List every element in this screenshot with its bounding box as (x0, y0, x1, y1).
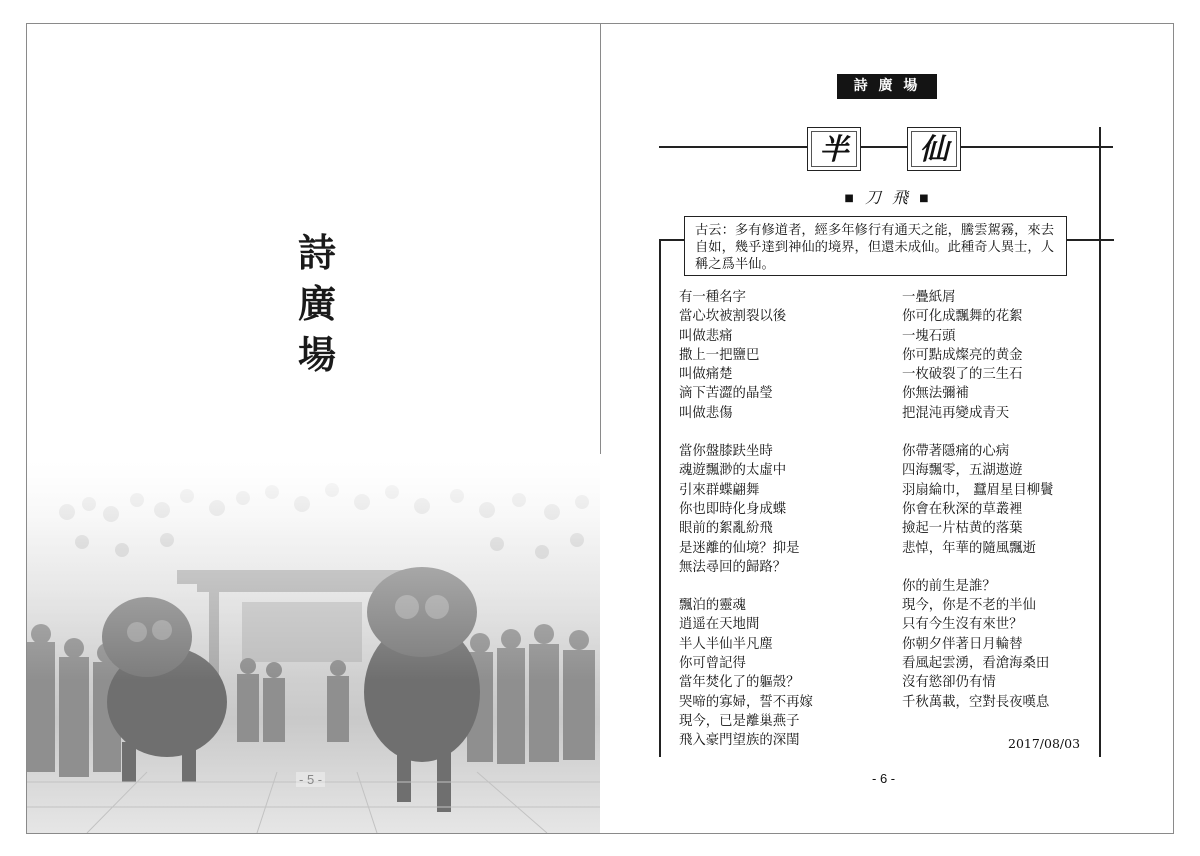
poem-line: 四海飄零，五湖遨遊 (902, 463, 1023, 479)
poem-line: 悲悼，年華的隨風飄逝 (902, 540, 1036, 556)
poem-line: 一塊石頭 (902, 328, 956, 344)
left-page-title (293, 228, 341, 381)
poem-line: 撒上一把鹽巴 (679, 347, 760, 363)
poem-line: 你朝夕伴著日月輪替 (902, 636, 1023, 652)
poem-line: 當你盤膝趺坐時 (679, 444, 773, 460)
left-page-number: - 5 - (296, 772, 325, 787)
poem-line: 你也即時化身成蝶 (679, 501, 787, 517)
poem-line: 把混沌再變成青天 (902, 405, 1010, 421)
frame-right-vertical (1099, 127, 1101, 757)
poem-stanza (902, 442, 1054, 558)
title-char: 半 (819, 132, 849, 166)
poem-line: 有一種名字 (679, 290, 746, 305)
author-byline (838, 185, 938, 208)
poem-line: 看風起雲湧，看滄海桑田 (902, 656, 1050, 672)
poem-stanza (902, 288, 1054, 423)
poem-line: 當心坎被割裂以後 (679, 309, 787, 325)
poem-line: 叫做痛楚 (679, 367, 733, 383)
poem-line: 你會在秋深的草叢裡 (902, 501, 1023, 517)
left-title-char: 場 (297, 333, 336, 377)
poem-line: 眼前的絮亂紛飛 (679, 521, 773, 537)
poem-line: 叫做悲傷 (679, 405, 733, 421)
intro-box (684, 216, 1067, 276)
square-bullet-icon: ■ (919, 193, 932, 204)
poem-line: 叫做悲痛 (679, 328, 733, 344)
poem-date: 2017/08/03 (1008, 736, 1081, 751)
right-page-number: - 6 - (872, 771, 896, 786)
poem-line: 你可點成燦亮的黄金 (902, 347, 1023, 363)
intro-rule-right (1066, 239, 1114, 241)
poem-line: 哭啼的寡婦，誓不再嫁 (679, 694, 813, 710)
frame-left-vertical (659, 239, 661, 757)
poem-line: 撿起一片枯黄的落葉 (902, 521, 1023, 537)
intro-text: 古云：多有修道者，經多年修行有通天之能，騰雲駕霧，來去自如，幾乎達到神仙的境界，但還未成仙。此種奇人異士，人稱之爲半仙。 (695, 223, 1055, 272)
poem-line: 現今，你是不老的半仙 (902, 598, 1036, 614)
title-char-box (907, 127, 961, 171)
intro-rule-left (659, 239, 685, 241)
poem-column-left (679, 288, 813, 770)
poem-line: 現今，已是離巢燕子 (679, 713, 800, 729)
poem-line: 你無法彌補 (902, 386, 969, 402)
poem-line: 你的前生是誰？ (902, 578, 996, 594)
poem-line: 飄泊的靈魂 (679, 598, 746, 614)
poem-stanza (902, 577, 1054, 712)
section-label-badge: 詩 廣 場 (837, 74, 937, 99)
left-title-char: 廣 (297, 282, 336, 326)
poem-line: 是迷離的仙境？抑是 (679, 540, 800, 556)
poem-line: 一疊紙屑 (902, 290, 956, 305)
title-rule-right (961, 146, 1113, 148)
poem-line: 千秋萬載，空對長夜嘆息 (902, 694, 1050, 710)
poem-line: 你帶著隱痛的心病 (902, 444, 1010, 460)
poem-line: 沒有慾卻仍有情 (902, 675, 996, 691)
poem-line: 魂遊飄渺的太虛中 (679, 463, 787, 479)
title-rule-middle (861, 146, 907, 148)
author-name: 刀 飛 (864, 188, 912, 207)
poem-line: 只有今生沒有來世？ (902, 617, 1023, 633)
poem-column-right (902, 288, 1054, 731)
poem-line: 引來群蝶翩舞 (679, 482, 760, 498)
left-title-char: 詩 (297, 231, 336, 275)
poem-line: 一枚破裂了的三生石 (902, 367, 1023, 383)
poem-line: 逍遥在天地間 (679, 617, 760, 633)
square-bullet-icon: ■ (844, 193, 857, 204)
poem-stanza (679, 596, 813, 750)
title-char: 仙 (919, 132, 949, 166)
poem-line: 羽扇綸巾， 蠶眉星目柳鬢 (902, 482, 1054, 498)
poem-line: 滴下苦澀的晶瑩 (679, 386, 773, 402)
page-fold-line (600, 23, 601, 454)
poem-line: 半人半仙半凡塵 (679, 636, 773, 652)
title-rule-left (659, 146, 807, 148)
poem-line: 你可化成飄舞的花絮 (902, 309, 1023, 325)
poem-line: 無法尋回的歸路？ (679, 559, 787, 575)
poem-line: 飛入豪門望族的深閨 (679, 733, 800, 749)
poem-stanza (679, 442, 813, 577)
poem-line: 你可曾記得 (679, 656, 746, 672)
poem-stanza (679, 288, 813, 423)
poem-line: 當年焚化了的軀殼？ (679, 675, 800, 691)
title-char-box (807, 127, 861, 171)
